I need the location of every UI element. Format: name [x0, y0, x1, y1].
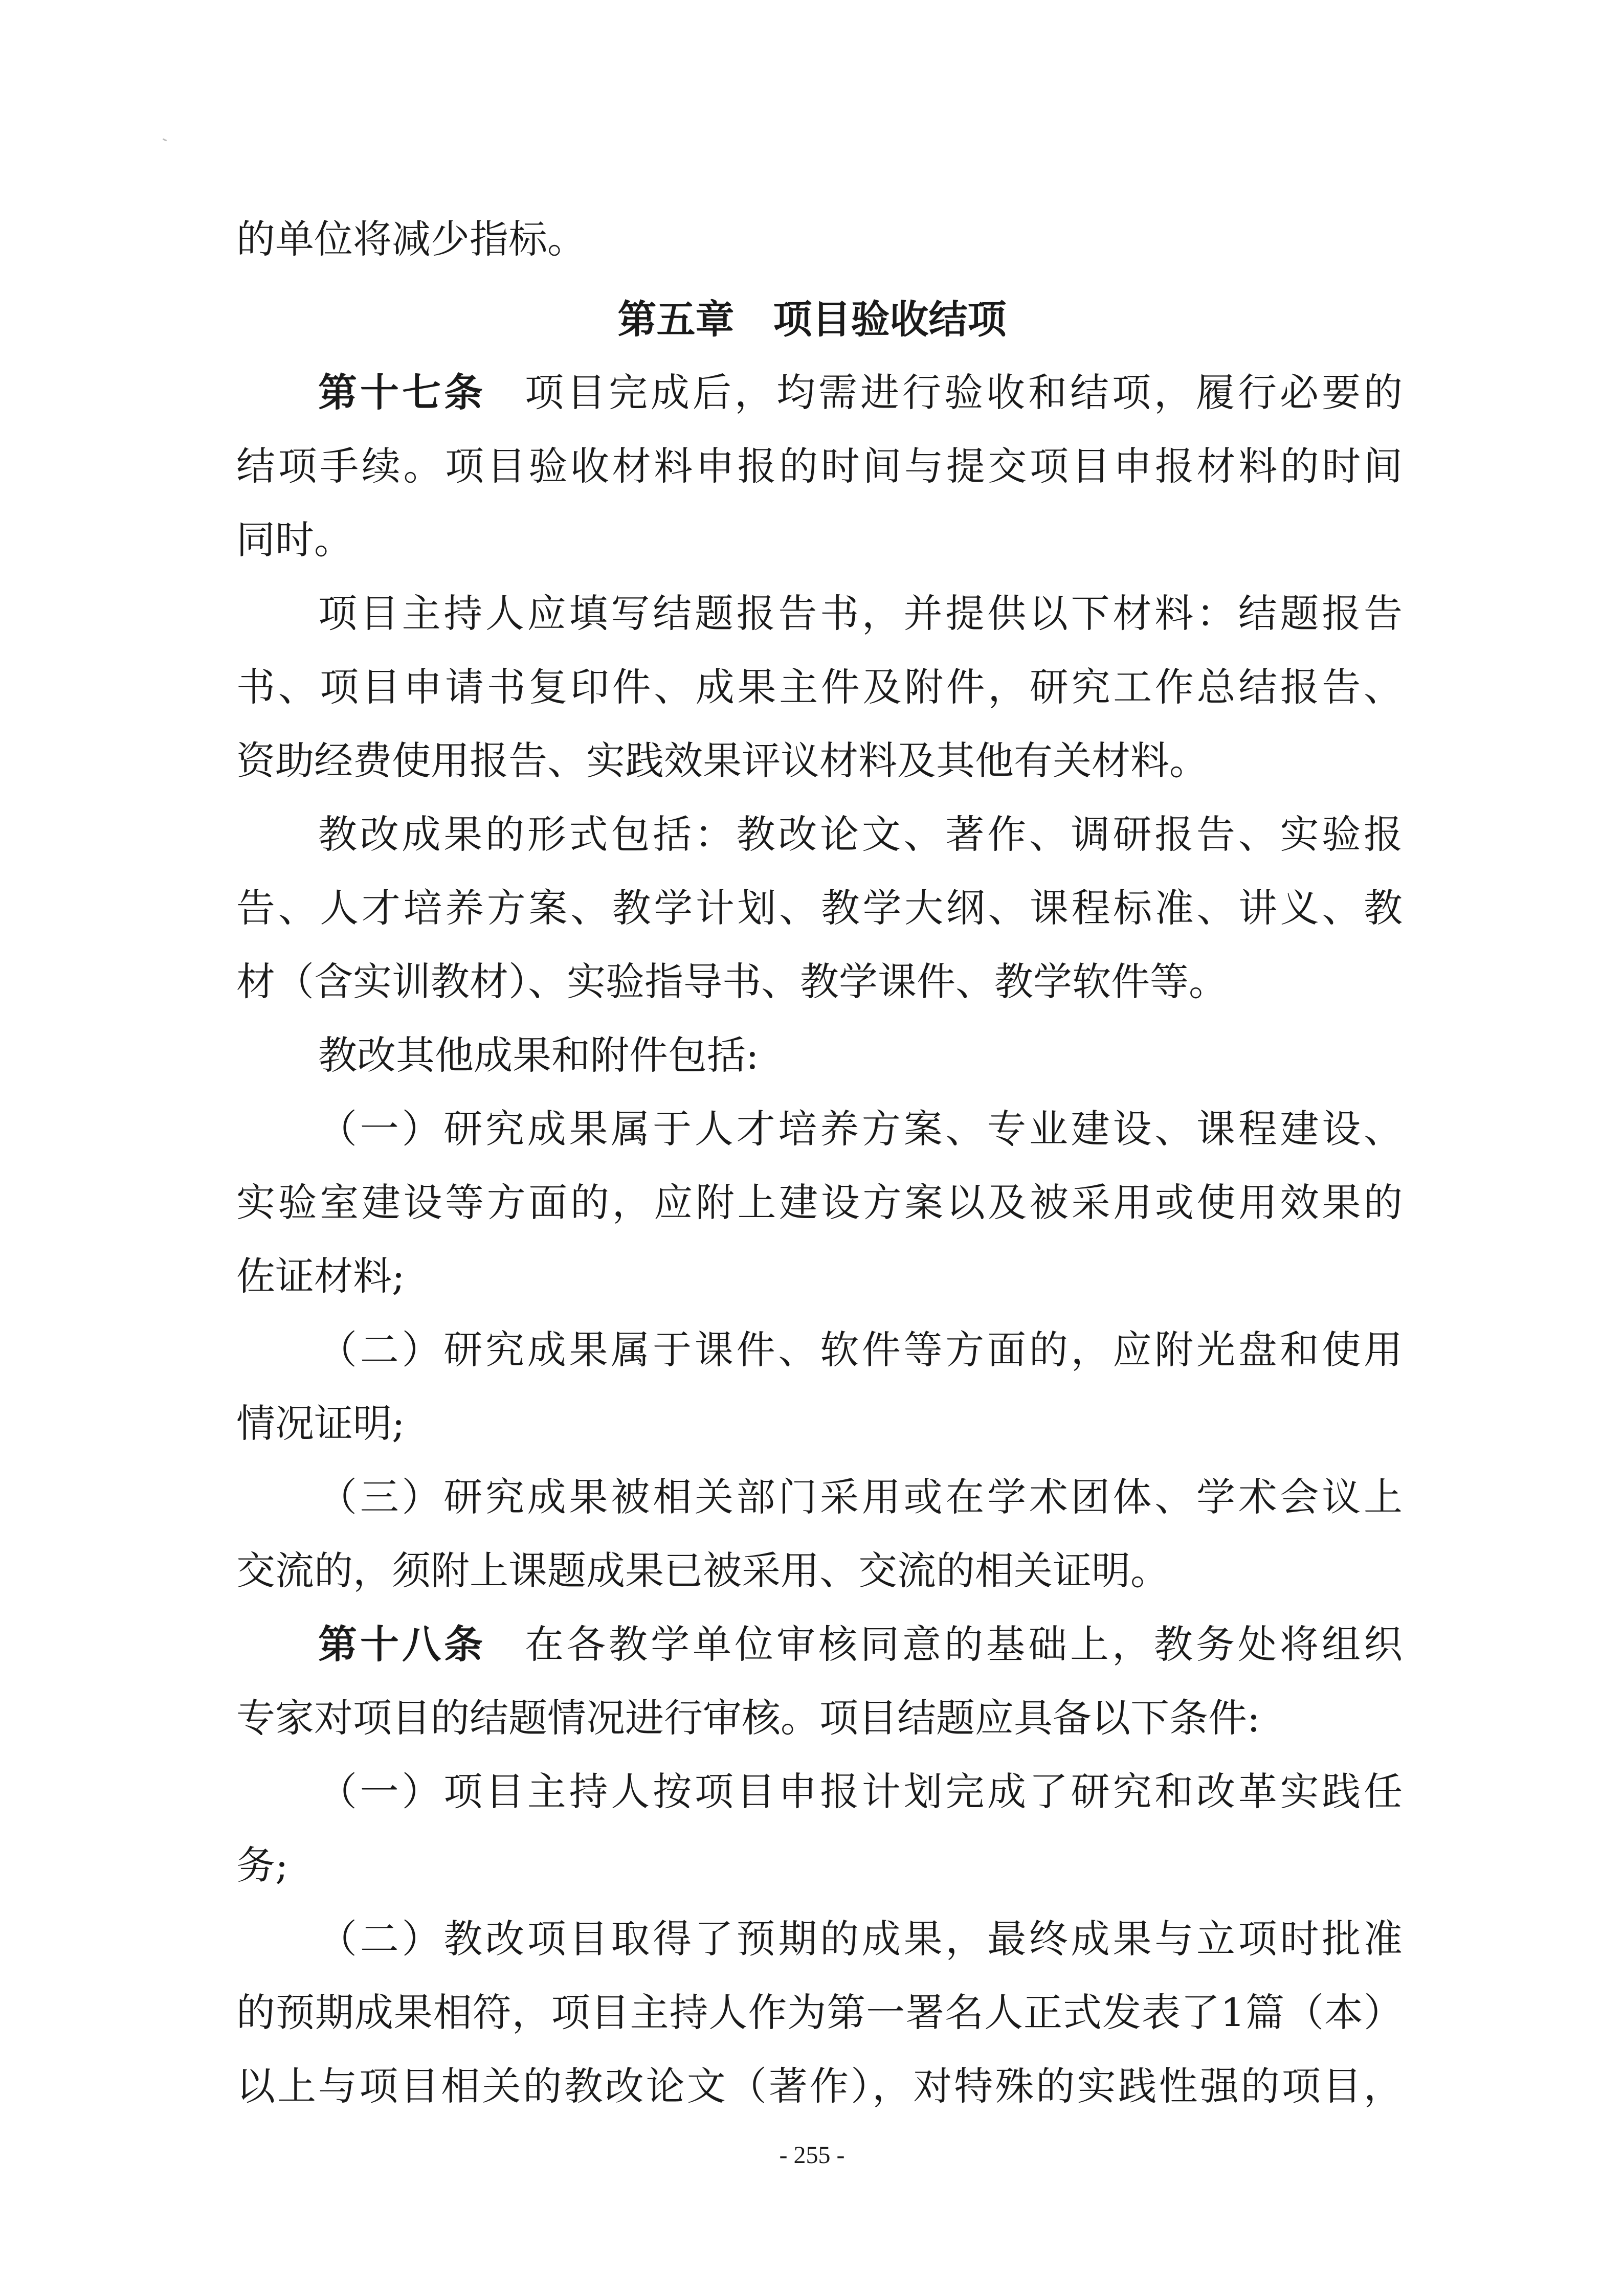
page-number: - 255 -: [779, 2142, 845, 2169]
forms-line-2: 告、人才培养方案、教学计划、教学大纲、课程标准、讲义、教: [236, 885, 1403, 931]
condition-2-line-2: 的预期成果相符，项目主持人作为第一署名人正式发表了1篇（本）: [236, 1990, 1403, 2035]
continuation-line: 的单位将减少指标。: [236, 216, 586, 262]
materials-line-1: 项目主持人应填写结题报告书，并提供以下材料：结题报告: [318, 591, 1403, 636]
materials-line-2: 书、项目申请书复印件、成果主件及附件，研究工作总结报告、: [236, 664, 1403, 710]
article-17-line-2: 结项手续。项目验收材料申报的时间与提交项目申报材料的时间: [236, 443, 1403, 489]
article-18-line-2: 专家对项目的结题情况进行审核。项目结题应具备以下条件:: [236, 1695, 1260, 1741]
forms-line-3: 材（含实训教材）、实验指导书、教学课件、教学软件等。: [236, 959, 1228, 1004]
chapter-title: 项目验收结项: [773, 297, 1007, 342]
other-item-1-line-2: 实验室建设等方面的，应附上建设方案以及被采用或使用效果的: [236, 1180, 1403, 1225]
condition-1-line-2: 务;: [236, 1842, 288, 1888]
condition-2-line-3: 以上与项目相关的教改论文（著作），对特殊的实践性强的项目，: [236, 2063, 1403, 2109]
other-intro-line: 教改其他成果和附件包括:: [318, 1032, 759, 1078]
other-item-2-line-2: 情况证明;: [236, 1401, 405, 1446]
article-17-label: 第十七条: [318, 370, 486, 415]
article-17-line-1: [318, 367, 1403, 418]
other-item-1-line-1: （一）研究成果属于人才培养方案、专业建设、课程建设、: [318, 1106, 1403, 1152]
scan-speck: [163, 138, 167, 141]
other-item-3-line-1: （三）研究成果被相关部门采用或在学术团体、学术会议上: [318, 1474, 1403, 1520]
other-item-1-line-3: 佐证材料;: [236, 1253, 405, 1299]
article-17-line-3: 同时。: [236, 517, 353, 562]
forms-line-1: 教改成果的形式包括：教改论文、著作、调研报告、实验报: [318, 812, 1403, 857]
article-18-text: 在各教学单位审核同意的基础上，教务处将组织: [522, 1622, 1403, 1667]
condition-1-line-1: （一）项目主持人按项目申报计划完成了研究和改革实践任: [318, 1769, 1403, 1814]
chapter-number: 第五章: [617, 297, 735, 342]
other-item-3-line-2: 交流的，须附上课题成果已被采用、交流的相关证明。: [236, 1548, 1169, 1593]
article-18-label: 第十八条: [318, 1622, 486, 1667]
materials-line-3: 资助经费使用报告、实践效果评议材料及其他有关材料。: [236, 738, 1208, 783]
article-18-line-1: [318, 1619, 1403, 1670]
article-17-text: 项目完成后，均需进行验收和结项，履行必要的: [522, 370, 1403, 415]
chapter-heading: [0, 294, 1624, 345]
other-item-2-line-1: （二）研究成果属于课件、软件等方面的，应附光盘和使用: [318, 1327, 1403, 1372]
condition-2-line-1: （二）教改项目取得了预期的成果，最终成果与立项时批准: [318, 1916, 1403, 1962]
